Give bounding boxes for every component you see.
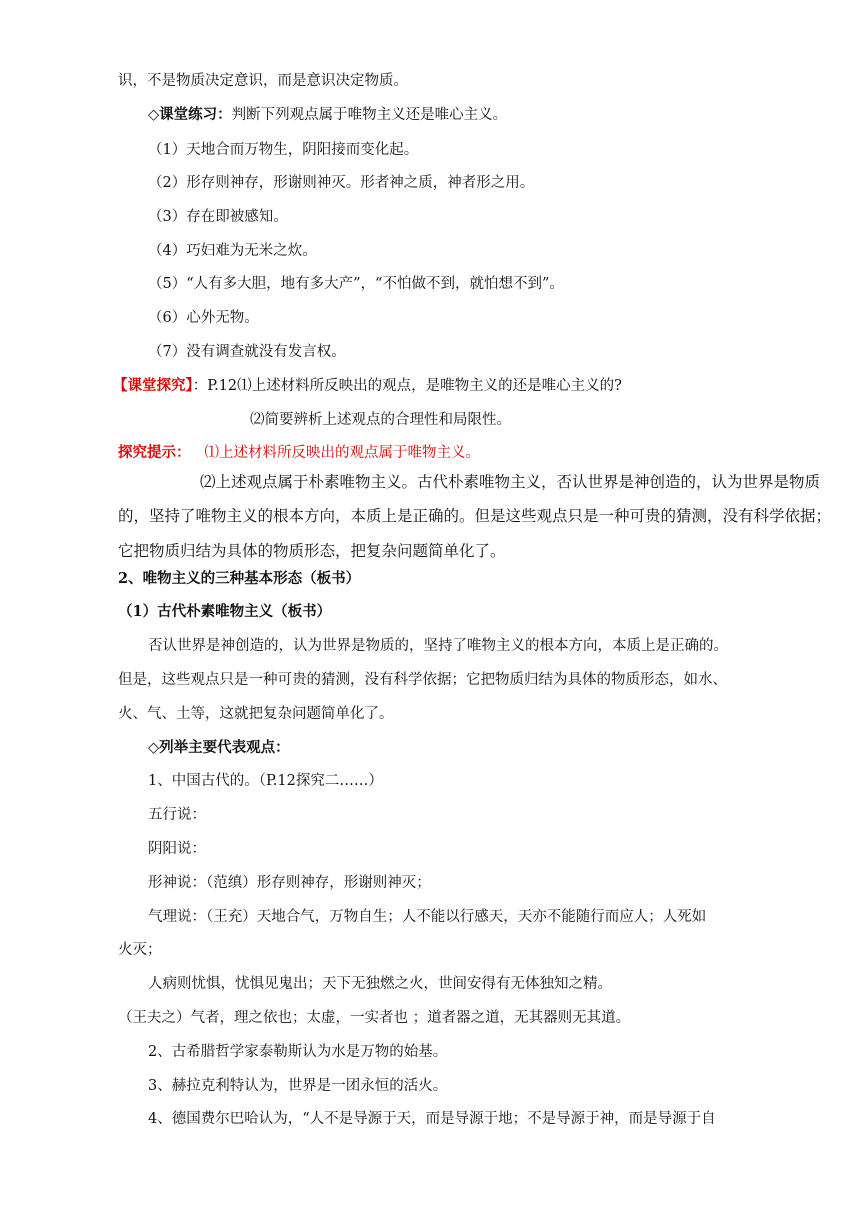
text-line: 识，不是物质决定意识，而是意识决定物质。 [118,73,408,89]
practice-label: ◇课堂练习： [148,106,232,123]
explore-question-1: ：P.12⑴上述材料所反映出的观点，是唯物主义的还是唯心主义的? [192,378,622,394]
list-item: 4、德国费尔巴哈认为，“人不是导源于天，而是导源于地；不是导源于神，而是导源于自 [148,1111,716,1127]
practice-text: 判断下列观点属于唯物主义还是唯心主义。 [231,107,508,123]
subsection-heading: （1）古代朴素唯物主义（板书） [118,603,332,620]
hint-label: 探究提示： [118,444,191,461]
paragraph-line: 火、气、土等，这就把复杂问题简单化了。 [118,706,394,722]
practice-item: （4）巧妇难为无米之炊。 [148,243,317,259]
list-item-cont: 火灭； [118,942,162,958]
section-heading: 2、唯物主义的三种基本形态（板书） [118,570,361,587]
list-item: 气理说：（王充）天地合气，万物自生；人不能以行感天，天亦不能随行而应人；人死如 [148,909,707,925]
list-item: 1、中国古代的。（P.12探究二……） [148,773,383,789]
explore-question-line [113,376,622,396]
list-item: （王夫之）气者，理之依也；太虚，一实者也 ；道者器之道，无其器则无其道。 [118,1010,631,1026]
practice-item: （6）心外无物。 [148,310,259,326]
explore-question-2: ⑵简要辨析上述观点的合理性和局限性。 [250,412,511,428]
list-item: 阴阳说： [148,841,206,857]
hint-answer-2-cont: 它把物质归结为具体的物质形态，把复杂问题简单化了。 [118,542,506,560]
paragraph-line: 但是，这些观点只是一种可贵的猜测，没有科学依据；它把物质归结为具体的物质形态，如水、 [118,672,727,688]
explore-label: 【课堂探究】 [113,377,193,394]
list-item: 形神说：（范缜）形存则神存，形谢则神灭； [148,875,431,891]
practice-line [148,105,507,125]
practice-item: （3）存在即被感知。 [148,209,288,225]
hint-line [118,443,480,463]
hint-answer-1: ⑴上述材料所反映出的观点属于唯物主义。 [204,445,480,461]
list-item: 3、赫拉克利特认为，世界是一团永恒的活火。 [148,1078,448,1094]
hint-answer-2: ⑵上述观点属于朴素唯物主义。古代朴素唯物主义，否认世界是神创造的，认为世界是物质 [200,473,821,491]
paragraph-line: 否认世界是神创造的，认为世界是物质的，坚持了唯物主义的根本方向，本质上是正确的。 [148,638,728,654]
list-item: 人病则忧惧，忧惧见鬼出；天下无独燃之火，世间安得有无体独知之精。 [148,976,612,992]
list-item: 2、古希腊哲学家泰勒斯认为水是万物的始基。 [148,1044,448,1060]
list-heading: ◇列举主要代表观点： [148,739,290,756]
practice-item: （2）形存则神存，形谢则神灭。形者神之质，神者形之用。 [148,175,535,191]
hint-answer-2-cont: 的，坚持了唯物主义的根本方向，本质上是正确的。但是这些观点只是一种可贵的猜测，没有科学依据； [118,507,832,525]
list-item: 五行说： [148,807,206,823]
practice-item: （7）没有调查就没有发言权。 [148,344,346,360]
practice-item: （5）“人有多大胆，地有多大产”，“不怕做不到，就怕想不到”。 [148,276,564,292]
practice-item: （1）天地合而万物生，阴阳接而变化起。 [148,142,419,158]
